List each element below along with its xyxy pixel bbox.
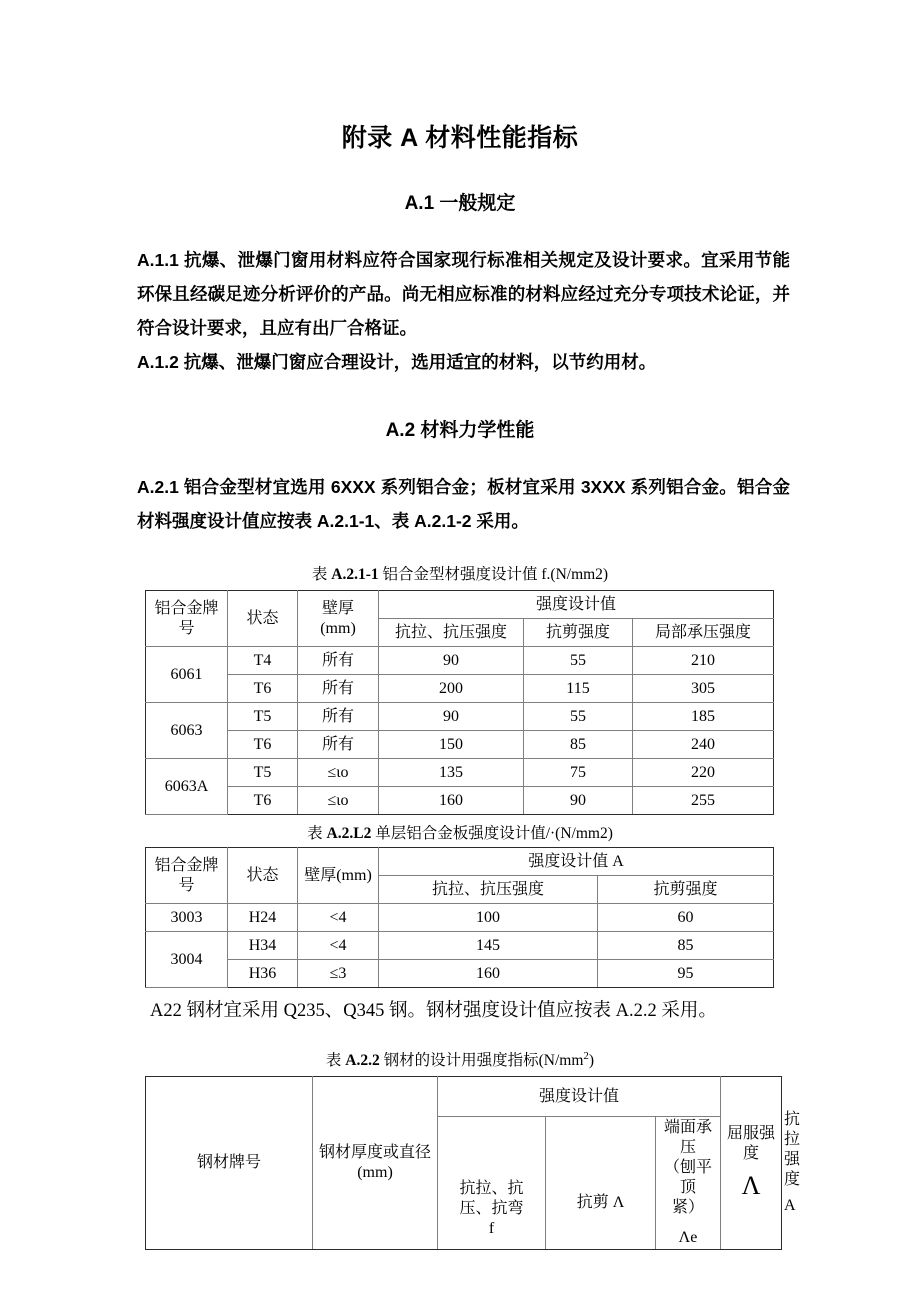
t2-header-group: 强度设计值 A (379, 848, 774, 876)
section-heading-a2: A.2 材料力学性能 (385, 420, 535, 441)
t1-cell-state: T5 (228, 759, 298, 787)
table-row (146, 703, 774, 731)
t1-cell-bearing: 185 (633, 703, 774, 731)
table-row (146, 848, 774, 876)
table-row (146, 759, 774, 787)
t1-cell-state: T5 (228, 703, 298, 731)
t2-cell-thickness: ≤3 (298, 960, 379, 988)
table3-caption-number: A.2.2 (345, 1052, 380, 1069)
t1-cell-thickness: 所有 (298, 703, 379, 731)
t2-cell-tension: 145 (379, 932, 598, 960)
t2-cell-state: H34 (228, 932, 298, 960)
t1-cell-thickness: 所有 (298, 731, 379, 759)
table2-caption-rest: 单层铝合金板强度设计值/·(N/mm2) (371, 825, 613, 842)
section-heading-a1: A.1 一般规定 (404, 193, 516, 214)
table-row (146, 904, 774, 932)
t1-cell-state: T6 (228, 731, 298, 759)
paragraph-a1-1: A.1.1 抗爆、泄爆门窗用材料应符合国家现行标准相关规定及设计要求。宜采用节能环保且经碳足迹分析评价的产品。尚无相应标准的材料应经过充分专项技术论证，并符合设计要求，且应有出厂合格证。 (137, 250, 790, 338)
t1-cell-tension: 90 (379, 647, 524, 675)
table2-caption-prefix: 表 (307, 825, 327, 842)
t2-header-alloy: 铝合金牌 号 (146, 848, 228, 904)
t3-header-tension-compression-bending: 抗拉、抗 压、抗弯 f (438, 1117, 546, 1250)
paragraph-a2-1: A.2.1 铝合金型材宜选用 6XXX 系列铝合金；板材宜采用 3XXX 系列铝合金。铝合金材料强度设计值应按表 A.2.1-1、表 A.2.1-2 采用。 (137, 477, 790, 531)
t1-cell-bearing: 210 (633, 647, 774, 675)
table2-caption-number: A.2.L2 (326, 825, 372, 842)
paragraph-a2-2: A22 钢材宜采用 Q235、Q345 钢。钢材强度设计值应按表 A.2.2 采用。 (150, 1001, 717, 1021)
t1-alloy-cell: 6061 (146, 647, 228, 703)
t2-header-shear: 抗剪强度 (598, 876, 774, 904)
t3-header-shear: 抗剪 Λ (546, 1117, 656, 1250)
table-row (146, 960, 774, 988)
t3-header-thickness: 钢材厚度或直径 (mm) (313, 1077, 438, 1250)
table-aluminum-sheet-strength (145, 847, 774, 988)
t1-cell-shear: 75 (524, 759, 633, 787)
t1-cell-shear: 85 (524, 731, 633, 759)
paragraph-a1-2: A.1.2 抗爆、泄爆门窗应合理设计，选用适宜的材料，以节约用材。 (137, 352, 657, 372)
t1-alloy-cell: 6063A (146, 759, 228, 815)
table3-caption-superscript: 2 (583, 1049, 589, 1062)
t2-cell-thickness: <4 (298, 932, 379, 960)
table-aluminum-profile-strength (145, 590, 774, 815)
table-row: 钢材牌号 钢材厚度或直径 (mm) 强度设计值 屈服强 度 Λ 抗拉强 度 A (146, 1077, 782, 1117)
table3-caption (0, 1026, 920, 1070)
t1-cell-tension: 135 (379, 759, 524, 787)
table1-caption-rest: 铝合金型材强度设计值 f.(N/mm2) (378, 566, 609, 583)
t1-header-tension: 抗拉、抗压强度 (379, 619, 524, 647)
t1-cell-bearing: 240 (633, 731, 774, 759)
table2-caption (0, 815, 920, 843)
table1-caption-prefix: 表 (311, 566, 332, 583)
t1-header-alloy: 铝合金牌 号 (146, 591, 228, 647)
t1-cell-shear: 90 (524, 787, 633, 815)
table-row (146, 591, 774, 619)
t1-cell-state: T6 (228, 787, 298, 815)
t1-cell-tension: 160 (379, 787, 524, 815)
t1-cell-state: T6 (228, 675, 298, 703)
t2-alloy-cell: 3004 (146, 932, 228, 988)
t2-header-tension: 抗拉、抗压强度 (379, 876, 598, 904)
t1-cell-thickness: 所有 (298, 647, 379, 675)
t2-cell-shear: 85 (598, 932, 774, 960)
t1-alloy-cell: 6063 (146, 703, 228, 759)
t2-cell-tension: 160 (379, 960, 598, 988)
t2-cell-state: H36 (228, 960, 298, 988)
table1-caption-number: A.2.1-1 (331, 566, 379, 583)
t1-header-bearing: 局部承压强度 (633, 619, 774, 647)
t2-cell-tension: 100 (379, 904, 598, 932)
t2-cell-shear: 60 (598, 904, 774, 932)
t1-cell-tension: 150 (379, 731, 524, 759)
t2-cell-thickness: <4 (298, 904, 379, 932)
t2-header-state: 状态 (228, 848, 298, 904)
t1-cell-tension: 200 (379, 675, 524, 703)
table3-caption-rest: 钢材的设计用强度指标(N/mm (379, 1052, 584, 1069)
table-steel-strength-index (145, 1076, 801, 1250)
t1-header-shear: 抗剪强度 (524, 619, 633, 647)
t1-cell-thickness: 所有 (298, 675, 379, 703)
t1-cell-state: T4 (228, 647, 298, 675)
t2-cell-shear: 95 (598, 960, 774, 988)
t1-cell-thickness: ≤ιo (298, 787, 379, 815)
table1-caption (0, 538, 920, 584)
table-row (146, 932, 774, 960)
t1-header-state: 状态 (228, 591, 298, 647)
t1-cell-tension: 90 (379, 703, 524, 731)
table-row (146, 787, 774, 815)
t2-header-thickness: 壁厚(mm) (298, 848, 379, 904)
table-row (146, 647, 774, 675)
t1-cell-bearing: 255 (633, 787, 774, 815)
t2-alloy-cell: 3003 (146, 904, 228, 932)
t2-cell-state: H24 (228, 904, 298, 932)
table-row (146, 731, 774, 759)
t1-cell-thickness: ≤ιo (298, 759, 379, 787)
t1-cell-bearing: 305 (633, 675, 774, 703)
t1-cell-shear: 115 (524, 675, 633, 703)
table3-caption-prefix: 表 (325, 1052, 346, 1069)
table3-caption-tail: ) (588, 1052, 595, 1069)
page-title: 附录 A 材料性能指标 (341, 124, 579, 152)
t3-header-end-bearing: 端面承压 （刨平顶 紧） Λe (656, 1117, 721, 1250)
t3-header-grade: 钢材牌号 (146, 1077, 313, 1250)
t1-cell-shear: 55 (524, 703, 633, 731)
t1-cell-bearing: 220 (633, 759, 774, 787)
t3-header-yield: 屈服强 度 Λ (721, 1077, 782, 1250)
table-row (146, 675, 774, 703)
t1-cell-shear: 55 (524, 647, 633, 675)
t1-header-group: 强度设计值 (379, 591, 774, 619)
t3-header-group: 强度设计值 (438, 1077, 721, 1117)
t1-header-thickness: 壁厚 (mm) (298, 591, 379, 647)
